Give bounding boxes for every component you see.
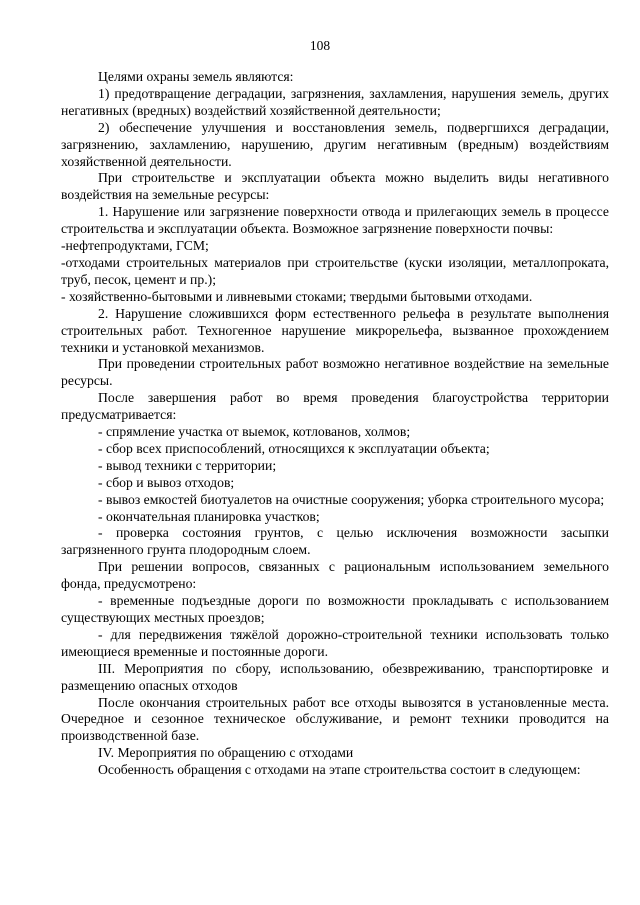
section-heading-waste-handling: IV. Мероприятия по обращению с отходами: [98, 745, 354, 761]
list-item-final-grading: - окончательная планировка участков;: [98, 508, 320, 524]
paragraph-land-use-intro: При решении вопросов, связанных с рациональным использованием земельного фонда, предусмотрено:: [61, 559, 609, 592]
list-item-access-roads: - временные подъездные дороги по возможности прокладывать с использованием существующих местных проездов;: [61, 593, 609, 625]
list-item-household-runoff: - хозяйственно-бытовыми и ливневыми стоками; твердыми бытовыми отходами.: [61, 288, 533, 304]
list-item-leveling: - спрямление участка от выемок, котлованов, холмов;: [98, 424, 411, 440]
paragraph-goals-intro: Целями охраны земель являются:: [98, 69, 294, 84]
paragraph-waste-features: Особенность обращения с отходами на этапе строительства состоит в следующем:: [98, 762, 581, 778]
list-item-biotoilets: - вывоз емкостей биотуалетов на очистные сооружения; уборка строительного мусора;: [98, 491, 605, 507]
list-item-equipment-collection: - сбор всех приспособлений, относящихся к эксплуатации объекта;: [98, 440, 490, 456]
paragraph-landscaping-intro: После завершения работ во время проведения благоустройства территории предусматривается:: [61, 390, 609, 423]
list-item-heavy-machinery: - для передвижения тяжёлой дорожно-строительной техники использовать только имеющиеся временные и постоянные дороги.: [61, 626, 609, 659]
list-item-waste-removal: - сбор и вывоз отходов;: [98, 474, 235, 490]
paragraph-goal-2: 2) обеспечение улучшения и восстановления земель, подвергшихся деградации, загрязнению, захламлению, нарушению, другим негативным (вредным) воздействиям хозяйственной деятельности.: [61, 119, 609, 169]
paragraph-impact-1: 1. Нарушение или загрязнение поверхности отвода и прилегающих земель в процессе строительства и эксплуатации объекта. Возможное загрязнение поверхности почвы:: [61, 204, 609, 237]
list-item-machinery-removal: - вывод техники с территории;: [98, 457, 277, 473]
paragraph-impact-intro: При строительстве и эксплуатации объекта можно выделить виды негативного воздействия на земельные ресурсы:: [61, 170, 609, 203]
paragraph-impact-2: 2. Нарушение сложившихся форм естественного рельефа в результате выполнения строительных работ. Техногенное нарушение микрорельефа, вызванное прохождением техники и установкой механизмов.: [61, 305, 609, 355]
list-item-oil-products: -нефтепродуктами, ГСМ;: [61, 238, 209, 254]
list-item-construction-waste: -отходами строительных материалов при строительстве (куски изоляции, металлопроката, труб, песок, цемент и пр.);: [61, 254, 609, 287]
paragraph-waste-disposal: После окончания строительных работ все отходы вывозятся в установленные места. Очередное и сезонное техническое обслуживание, и ремонт техники проводится на производственной базе.: [61, 694, 609, 744]
paragraph-goal-1: 1) предотвращение деградации, загрязнения, захламления, нарушения земель, других негативных (вредных) воздействий хозяйственной деятельности;: [61, 85, 609, 118]
list-item-soil-check: - проверка состояния грунтов, с целью исключения возможности засыпки загрязненного грунта плодородным слоем.: [61, 525, 609, 558]
paragraph-negative-impact: При проведении строительных работ возможно негативное воздействие на земельные ресурсы.: [61, 356, 609, 389]
section-heading-hazardous-waste: III. Мероприятия по сбору, использованию, обезвреживанию, транспортировке и размещению опасных отходов: [61, 660, 609, 693]
page-number: 108: [309, 38, 331, 53]
page-body: [61, 69, 609, 779]
